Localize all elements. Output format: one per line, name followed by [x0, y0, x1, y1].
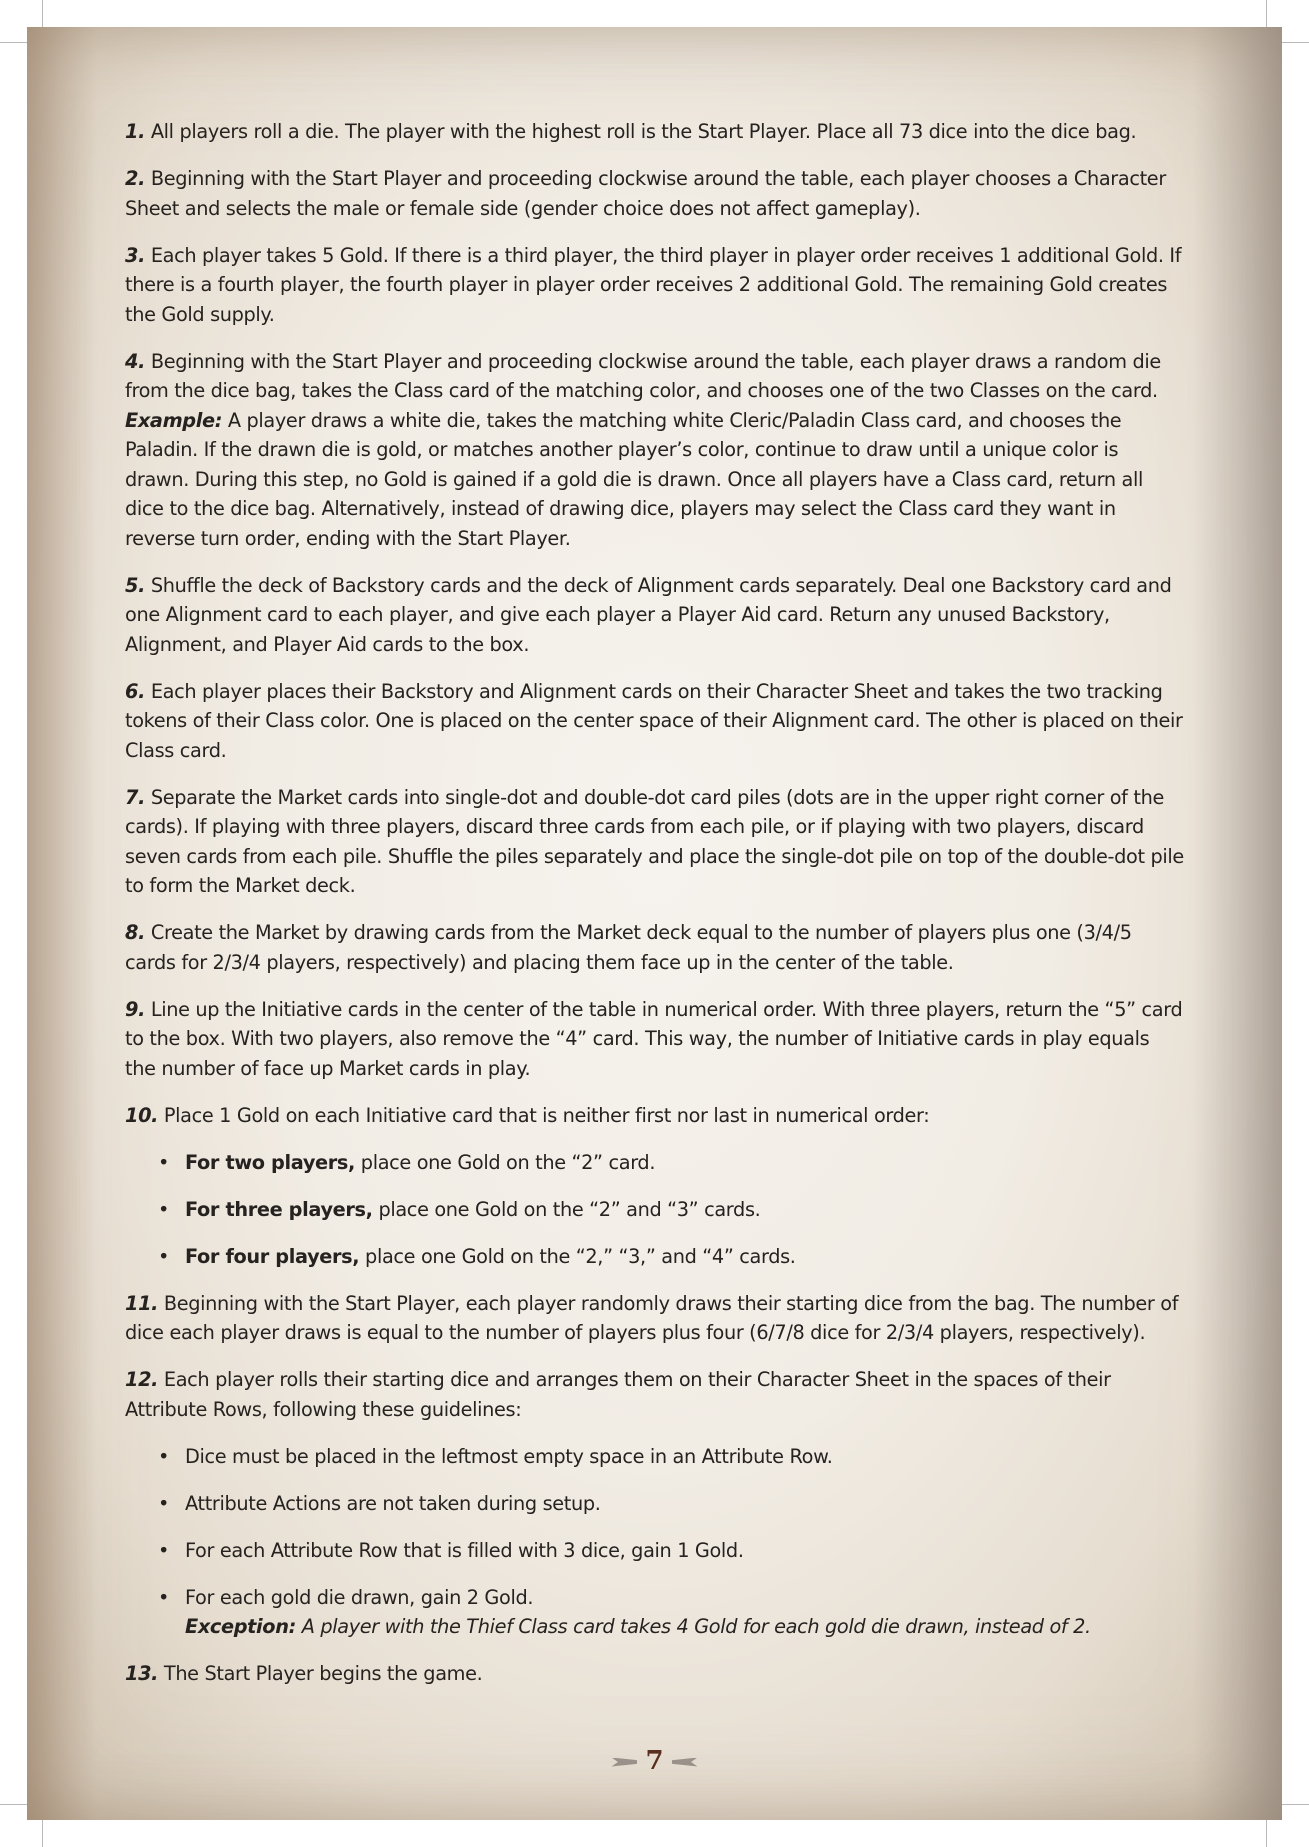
step-12-bullet-list: [125, 1442, 1185, 1642]
list-item: [125, 1536, 1185, 1566]
step-number: 11.: [125, 1291, 159, 1315]
step-13: [125, 1659, 1185, 1689]
step-number: 5.: [125, 573, 146, 597]
step-text: Separate the Market cards into single-dot and double-dot card piles (dots are in the upper right corner of the cards). If playing with three players, discard three cards from each pile, or if playing with two players, discard seven cards from each pile. Shuffle the piles separately and place the single-dot pile on top of the double-dot pile to form the Market deck.: [125, 785, 1184, 897]
bullet-icon: •: [158, 1538, 170, 1562]
crop-mark: [1282, 1804, 1309, 1805]
crop-mark: [0, 1804, 27, 1805]
step-text: Create the Market by drawing cards from the Market deck equal to the number of players plus one (3/4/5 cards for 2/3/4 players, respectively) and placing them face up in the center of the table.: [125, 921, 1132, 974]
step-6: [125, 677, 1185, 766]
crop-mark: [1266, 1820, 1267, 1847]
bullet-text: place one Gold on the “2” card.: [355, 1150, 656, 1174]
step-9: [125, 995, 1185, 1084]
bullet-icon: •: [158, 1244, 170, 1268]
step-10: [125, 1101, 1185, 1131]
bullet-bold-text: For three players,: [185, 1197, 373, 1221]
step-3: [125, 241, 1185, 330]
step-number: 2.: [125, 167, 146, 190]
crop-mark: [1266, 0, 1267, 27]
bullet-text: Dice must be placed in the leftmost empty space in an Attribute Row.: [185, 1444, 833, 1468]
step-11: [125, 1289, 1185, 1348]
bullet-bold-text: For two players,: [185, 1150, 356, 1174]
crop-mark: [0, 42, 27, 43]
crop-mark: [1282, 42, 1309, 43]
step-text: Line up the Initiative cards in the center of the table in numerical order. With three players, return the “5” card to the box. With two players, also remove the “4” card. This way, the number of Initiative cards in play equals the number of face up Market cards in play.: [125, 997, 1183, 1080]
right-ornament-icon: [672, 1758, 698, 1767]
bullet-icon: •: [158, 1150, 170, 1174]
step-text: Place 1 Gold on each Initiative card that is neither first nor last in numerical order:: [158, 1103, 930, 1127]
step-1: [125, 117, 1185, 147]
bullet-icon: •: [158, 1491, 170, 1515]
example-label: Example:: [125, 408, 223, 432]
bullet-text: place one Gold on the “2,” “3,” and “4” cards.: [359, 1244, 796, 1268]
bullet-icon: •: [158, 1444, 170, 1468]
step-text: Each player takes 5 Gold. If there is a third player, the third player in player order receives 1 additional Gold. If there is a fourth player, the fourth player in player order receives 2 additional Gold. The remaining Gold creates the Gold supply.: [125, 243, 1182, 326]
step-5: [125, 571, 1185, 660]
step-2: [125, 164, 1185, 223]
left-ornament-icon: [611, 1758, 637, 1767]
step-number: 9.: [125, 997, 146, 1021]
bullet-bold-text: For four players,: [185, 1244, 360, 1268]
exception-text: A player with the Thief Class card takes 4 Gold for each gold die drawn, instead of 2.: [295, 1615, 1091, 1638]
bullet-icon: •: [158, 1197, 170, 1221]
step-4: [125, 347, 1185, 554]
crop-mark: [42, 1820, 43, 1847]
step-text: Each player places their Backstory and Alignment cards on their Character Sheet and takes the two tracking tokens of their Class color. One is placed on the center space of their Alignment card. The other is placed on their Class card.: [125, 679, 1183, 762]
step-number: 1.: [125, 120, 146, 143]
exception-label: Exception:: [185, 1615, 296, 1638]
bullet-text: For each Attribute Row that is filled with 3 dice, gain 1 Gold.: [185, 1538, 744, 1562]
step-number: 4.: [125, 349, 146, 373]
bullet-text: For each gold die drawn, gain 2 Gold.: [185, 1585, 534, 1609]
step-number: 12.: [125, 1368, 159, 1391]
bullet-text: Attribute Actions are not taken during setup.: [185, 1491, 601, 1515]
list-item: [125, 1195, 1185, 1225]
list-item: [125, 1583, 1185, 1642]
step-12: [125, 1365, 1185, 1424]
list-item: [125, 1242, 1185, 1272]
setup-instructions: [125, 117, 1185, 1706]
crop-mark: [42, 0, 43, 27]
step-number: 8.: [125, 921, 146, 944]
page-number: 7: [645, 1746, 664, 1776]
step-text: Beginning with the Start Player, each player randomly draws their starting dice from the bag. The number of dice each player draws is equal to the number of players plus four (6/7/8 dice for 2/3/4 players, respectively).: [125, 1291, 1179, 1344]
page-number-footer: [0, 1746, 1309, 1776]
step-8: [125, 918, 1185, 977]
step-number: 10.: [125, 1103, 159, 1127]
list-item: [125, 1442, 1185, 1472]
step-number: 6.: [125, 679, 146, 703]
step-text: Beginning with the Start Player and proceeding clockwise around the table, each player draws a random die from the dice bag, takes the Class card of the matching color, and chooses one of the two Classes on the card.: [125, 349, 1161, 402]
step-text: The Start Player begins the game.: [158, 1662, 483, 1685]
step-text: Beginning with the Start Player and proceeding clockwise around the table, each player chooses a Character Sheet and selects the male or female side (gender choice does not affect gameplay).: [125, 167, 1166, 220]
list-item: [125, 1489, 1185, 1519]
step-number: 7.: [125, 785, 146, 809]
step-text: Each player rolls their starting dice and arranges them on their Character Sheet in the spaces of their Attribute Rows, following these guidelines:: [125, 1368, 1111, 1421]
step-number: 3.: [125, 243, 146, 267]
step-7: [125, 783, 1185, 901]
bullet-icon: •: [158, 1585, 170, 1609]
example-text: A player draws a white die, takes the matching white Cleric/Paladin Class card, and chooses the Paladin. If the drawn die is gold, or matches another player’s color, continue to draw until a unique color is drawn. During this step, no Gold is gained if a gold die is drawn. Once all players have a Class card, return all dice to the dice bag. Alternatively, instead of drawing dice, players may select the Class card they want in reverse turn order, ending with the Start Player.: [125, 408, 1144, 550]
step-number: 13.: [125, 1662, 159, 1685]
bullet-text: place one Gold on the “2” and “3” cards.: [372, 1197, 761, 1221]
step-10-bullet-list: [125, 1148, 1185, 1272]
list-item: [125, 1148, 1185, 1178]
step-text: All players roll a die. The player with the highest roll is the Start Player. Place all 73 dice into the dice bag.: [145, 120, 1137, 143]
step-text: Shuffle the deck of Backstory cards and the deck of Alignment cards separately. Deal one Backstory card and one Alignment card to each player, and give each player a Player Aid card. Return any unused Backstory, Alignment, and Player Aid cards to the box.: [125, 573, 1172, 656]
